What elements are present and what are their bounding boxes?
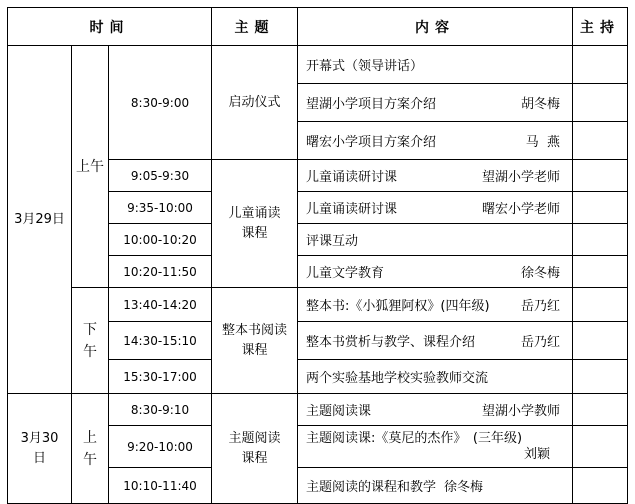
- content-text: 儿童诵读研讨课: [306, 202, 398, 217]
- content-cell: [298, 360, 573, 394]
- host-cell: [573, 322, 628, 360]
- host-cell: [573, 426, 628, 468]
- header-time: 时间: [8, 8, 212, 46]
- content-cell: [298, 322, 573, 360]
- speaker-name: 马 燕: [525, 135, 561, 150]
- host-cell: [573, 468, 628, 504]
- header-content: 内容: [298, 8, 573, 46]
- content-text: 儿童文学教育: [306, 266, 385, 281]
- time-cell: 10:20-11:50: [109, 256, 212, 288]
- host-cell: [573, 360, 628, 394]
- host-cell: [573, 122, 628, 160]
- content-cell: [298, 394, 573, 426]
- time-cell: 8:30-9:10: [109, 394, 212, 426]
- host-cell: [573, 224, 628, 256]
- topic-label: 主题阅读课程: [228, 430, 281, 466]
- date-label: 3月29日: [14, 211, 65, 227]
- header-topic: 主题: [212, 8, 298, 46]
- speaker-name: 徐冬梅: [521, 266, 561, 281]
- time-cell: 9:20-10:00: [109, 426, 212, 468]
- speaker-name: 岳乃红: [521, 299, 561, 314]
- content-cell: [298, 160, 573, 192]
- host-cell: [573, 256, 628, 288]
- host-cell: [573, 394, 628, 426]
- time-cell: 8:30-9:00: [109, 46, 212, 160]
- host-cell: [573, 288, 628, 322]
- table-row: [8, 288, 628, 322]
- speaker-name: 徐冬梅: [444, 480, 484, 495]
- content-cell: [298, 122, 573, 160]
- header-row: [8, 8, 628, 46]
- topic-label: 儿童诵读课程: [228, 205, 281, 241]
- host-cell: [573, 192, 628, 224]
- half-day-label: 上午: [76, 158, 104, 175]
- content-text: 开幕式（领导讲话）: [306, 59, 424, 74]
- content-text: 两个实验基地学校实验教师交流: [306, 371, 489, 386]
- time-cell: 10:10-11:40: [109, 468, 212, 504]
- content-text: 曙宏小学项目方案介绍: [306, 135, 437, 150]
- half-day-cell: [72, 288, 109, 394]
- time-cell: 9:35-10:00: [109, 192, 212, 224]
- time-cell: 10:00-10:20: [109, 224, 212, 256]
- half-day-cell: [72, 394, 109, 504]
- time-cell: 9:05-9:30: [109, 160, 212, 192]
- content-text: 整本书赏析与教学、课程介绍: [306, 335, 476, 350]
- content-text: 望湖小学项目方案介绍: [306, 97, 437, 112]
- topic-cell: [212, 288, 298, 394]
- content-text: 整本书:《小狐狸阿权》(四年级): [306, 299, 490, 314]
- header-host: 主持: [573, 8, 628, 46]
- speaker-name: 望湖小学教师: [482, 404, 561, 419]
- speaker-name: 刘颖: [524, 446, 551, 462]
- topic-cell: [212, 160, 298, 288]
- table-row: [8, 46, 628, 84]
- content-cell: [298, 426, 573, 468]
- topic-cell: [212, 394, 298, 504]
- date-cell: [8, 394, 72, 504]
- half-day-cell: [72, 46, 109, 288]
- content-text: 主题阅读课:《莫尼的杰作》 (三年级): [306, 430, 523, 446]
- speaker-name: 岳乃红: [521, 335, 561, 350]
- content-cell: [298, 192, 573, 224]
- content-cell: [298, 256, 573, 288]
- content-text: 主题阅读的课程和教学: [306, 480, 437, 495]
- content-cell: [298, 224, 573, 256]
- host-cell: [573, 46, 628, 84]
- schedule-table: [7, 7, 628, 504]
- content-cell: [298, 288, 573, 322]
- content-cell: [298, 84, 573, 122]
- half-day-label: 下午: [83, 321, 97, 360]
- content-cell: [298, 46, 573, 84]
- time-cell: 14:30-15:10: [109, 322, 212, 360]
- date-cell: [8, 46, 72, 394]
- topic-cell: 启动仪式: [212, 46, 298, 160]
- host-cell: [573, 160, 628, 192]
- half-day-label: 上午: [83, 429, 97, 468]
- content-text: 主题阅读课: [306, 404, 372, 419]
- content-cell: [298, 468, 573, 504]
- content-text: 评课互动: [306, 234, 359, 249]
- host-cell: [573, 84, 628, 122]
- speaker-name: 望湖小学老师: [482, 170, 561, 185]
- topic-label: 整本书阅读课程: [222, 322, 288, 358]
- time-cell: 13:40-14:20: [109, 288, 212, 322]
- time-cell: 15:30-17:00: [109, 360, 212, 394]
- date-label: 3月30日: [20, 430, 59, 466]
- content-text: 儿童诵读研讨课: [306, 170, 398, 185]
- speaker-name: 胡冬梅: [521, 97, 561, 112]
- speaker-name: 曙宏小学老师: [482, 202, 561, 217]
- table-row: [8, 394, 628, 426]
